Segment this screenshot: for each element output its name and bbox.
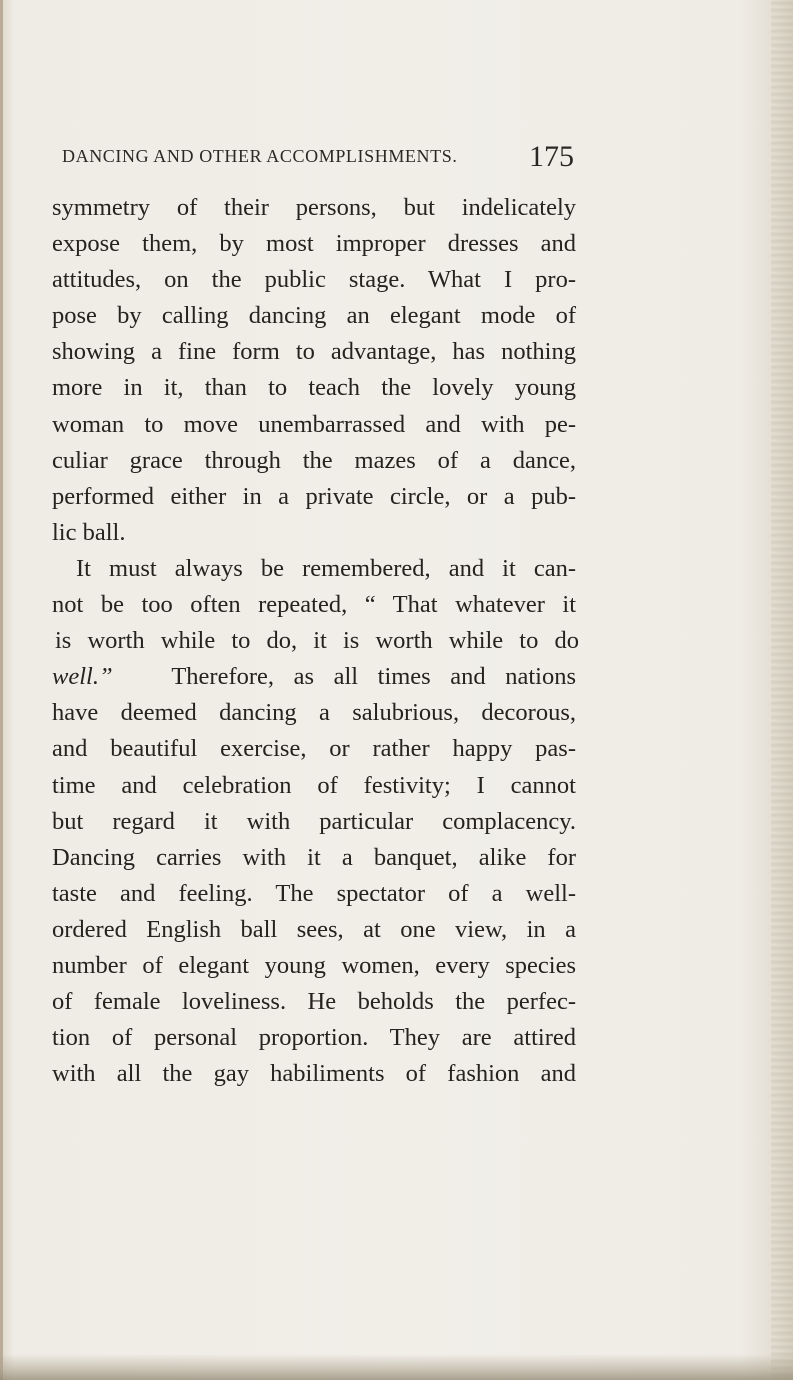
text-line: is worth while to do, it is worth while to do (55, 627, 579, 655)
page-gutter (0, 0, 3, 1380)
body-text (52, 190, 579, 1092)
text-line: woman to move unembarrassed and with pe- (52, 410, 576, 438)
text-line: but regard it with particular complacency. (52, 807, 576, 835)
text-line: with all the gay habiliments of fashion and (52, 1060, 576, 1088)
text-line: number of elegant young women, every species (52, 951, 576, 979)
text-line: have deemed dancing a salubrious, decorous, (52, 699, 576, 727)
page-bottom-edge (0, 1354, 793, 1380)
text-line: Dancing carries with it a banquet, alike for (52, 843, 576, 871)
text-line: time and celebration of festivity; I cannot (52, 771, 576, 799)
text-line: culiar grace through the mazes of a dance, (52, 446, 576, 474)
text-line: lic ball. (52, 518, 126, 546)
text-line: ordered English ball sees, at one view, in a (52, 915, 576, 943)
text-line: attitudes, on the public stage. What I pro- (52, 266, 576, 294)
text-line: more in it, than to teach the lovely young (52, 374, 576, 402)
text-line: and beautiful exercise, or rather happy pas- (52, 735, 576, 763)
text-line: pose by calling dancing an elegant mode of (52, 302, 576, 330)
italic-word: well.” (52, 663, 113, 691)
text-line: symmetry of their persons, but indelicately (52, 194, 576, 221)
text-line: of female loveliness. He beholds the perfec- (52, 988, 576, 1016)
text-line-rest: Therefore, as all times and nations (171, 663, 577, 691)
page-fore-edge (771, 0, 793, 1380)
running-title: DANCING AND OTHER ACCOMPLISHMENTS. (62, 146, 458, 166)
text-line: not be too often repeated, “ That whatever it (52, 591, 576, 619)
page-number: 175 (529, 140, 574, 173)
text-line-with-italic (52, 659, 576, 695)
text-line: expose them, by most improper dresses and (52, 230, 576, 258)
text-line: showing a fine form to advantage, has nothing (52, 338, 576, 366)
running-head (62, 140, 582, 176)
text-line: taste and feeling. The spectator of a well- (52, 879, 576, 907)
text-line: tion of personal proportion. They are attired (52, 1024, 576, 1052)
text-line: performed either in a private circle, or a pub- (52, 482, 576, 510)
text-line: It must always be remembered, and it can- (76, 554, 576, 582)
